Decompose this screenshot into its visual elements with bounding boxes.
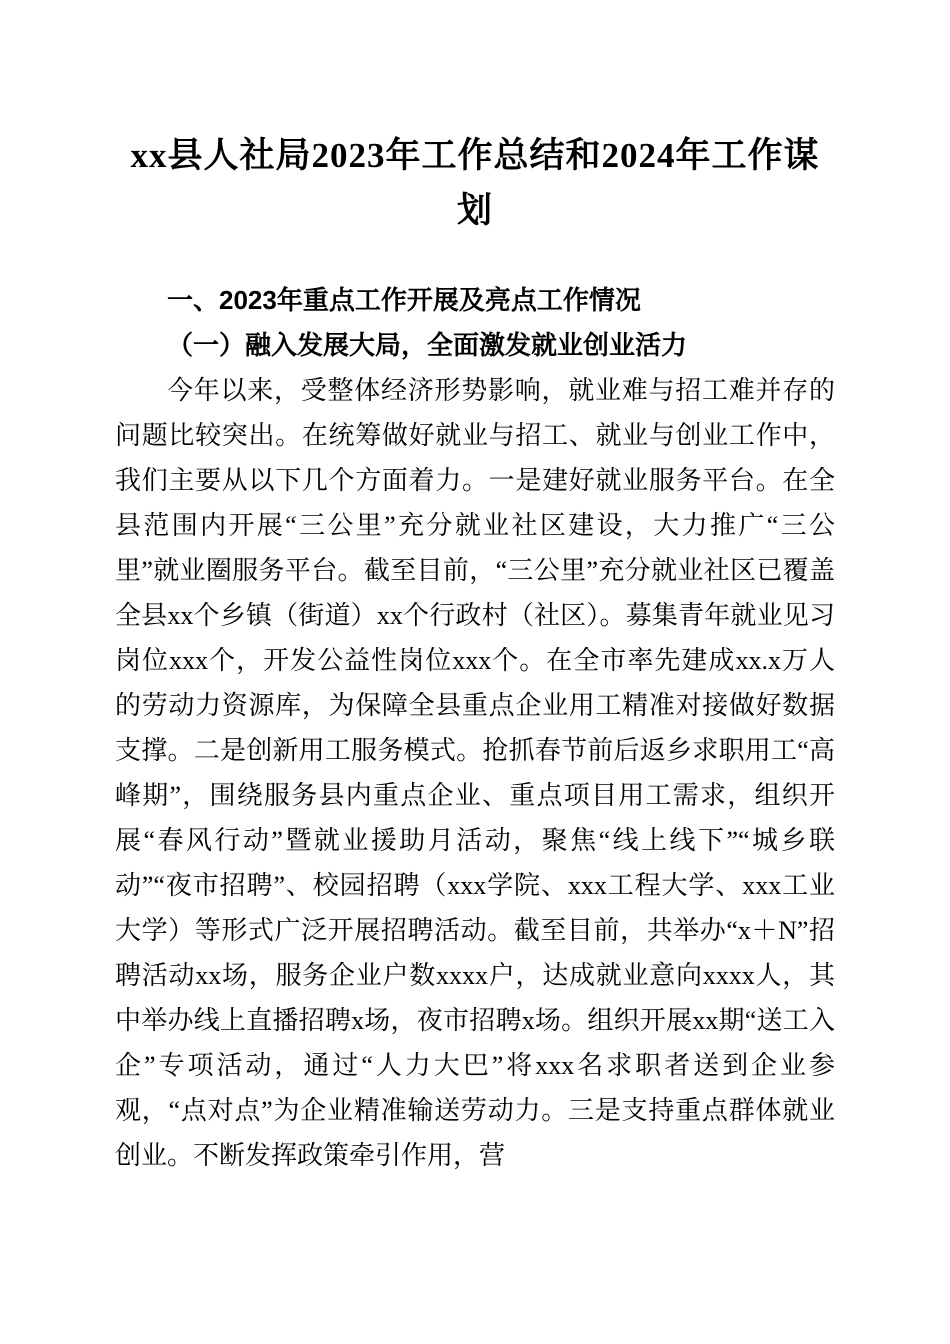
body-paragraph: 今年以来，受整体经济形势影响，就业难与招工难并存的问题比较突出。在统筹做好就业与招工、就业与创业工作中，我们主要从以下几个方面着力。一是建好就业服务平台。在全县范围内开展“三公里”充分就业社区建设，大力推广“三公里”就业圈服务平台。截至目前，“三公里”充分就业社区已覆盖全县xx个乡镇（街道）xx个行政村（社区）。募集青年就业见习岗位xxx个，开发公益性岗位xxx个。在全市率先建成xx.x万人的劳动力资源库，为保障全县重点企业用工精准对接做好数据支撑。二是创新用工服务模式。抢抓春节前后返乡求职用工“高峰期”，围绕服务县内重点企业、重点项目用工需求，组织开展“春风行动”暨就业援助月活动，聚焦“线上线下”“城乡联动”“夜市招聘”、校园招聘（xxx学院、xxx工程大学、xxx工业大学）等形式广泛开展招聘活动。截至目前，共举办“x＋N”招聘活动xx场，服务企业户数xxxx户，达成就业意向xxxx人，其中举办线上直播招聘x场，夜市招聘x场。组织开展xx期“送工入企”专项活动，通过“人力大巴”将xxx名求职者送到企业参观，“点对点”为企业精准输送劳动力。三是支持重点群体就业创业。不断发挥政策牵引作用，营	[115, 376, 835, 1170]
subsection-heading: （一）融入发展大局，全面激发就业创业活力	[167, 331, 688, 360]
section-heading: 一、2023年重点工作开展及亮点工作情况	[167, 285, 641, 315]
document-title: xx县人社局2023年工作总结和2024年工作谋划	[130, 136, 820, 230]
